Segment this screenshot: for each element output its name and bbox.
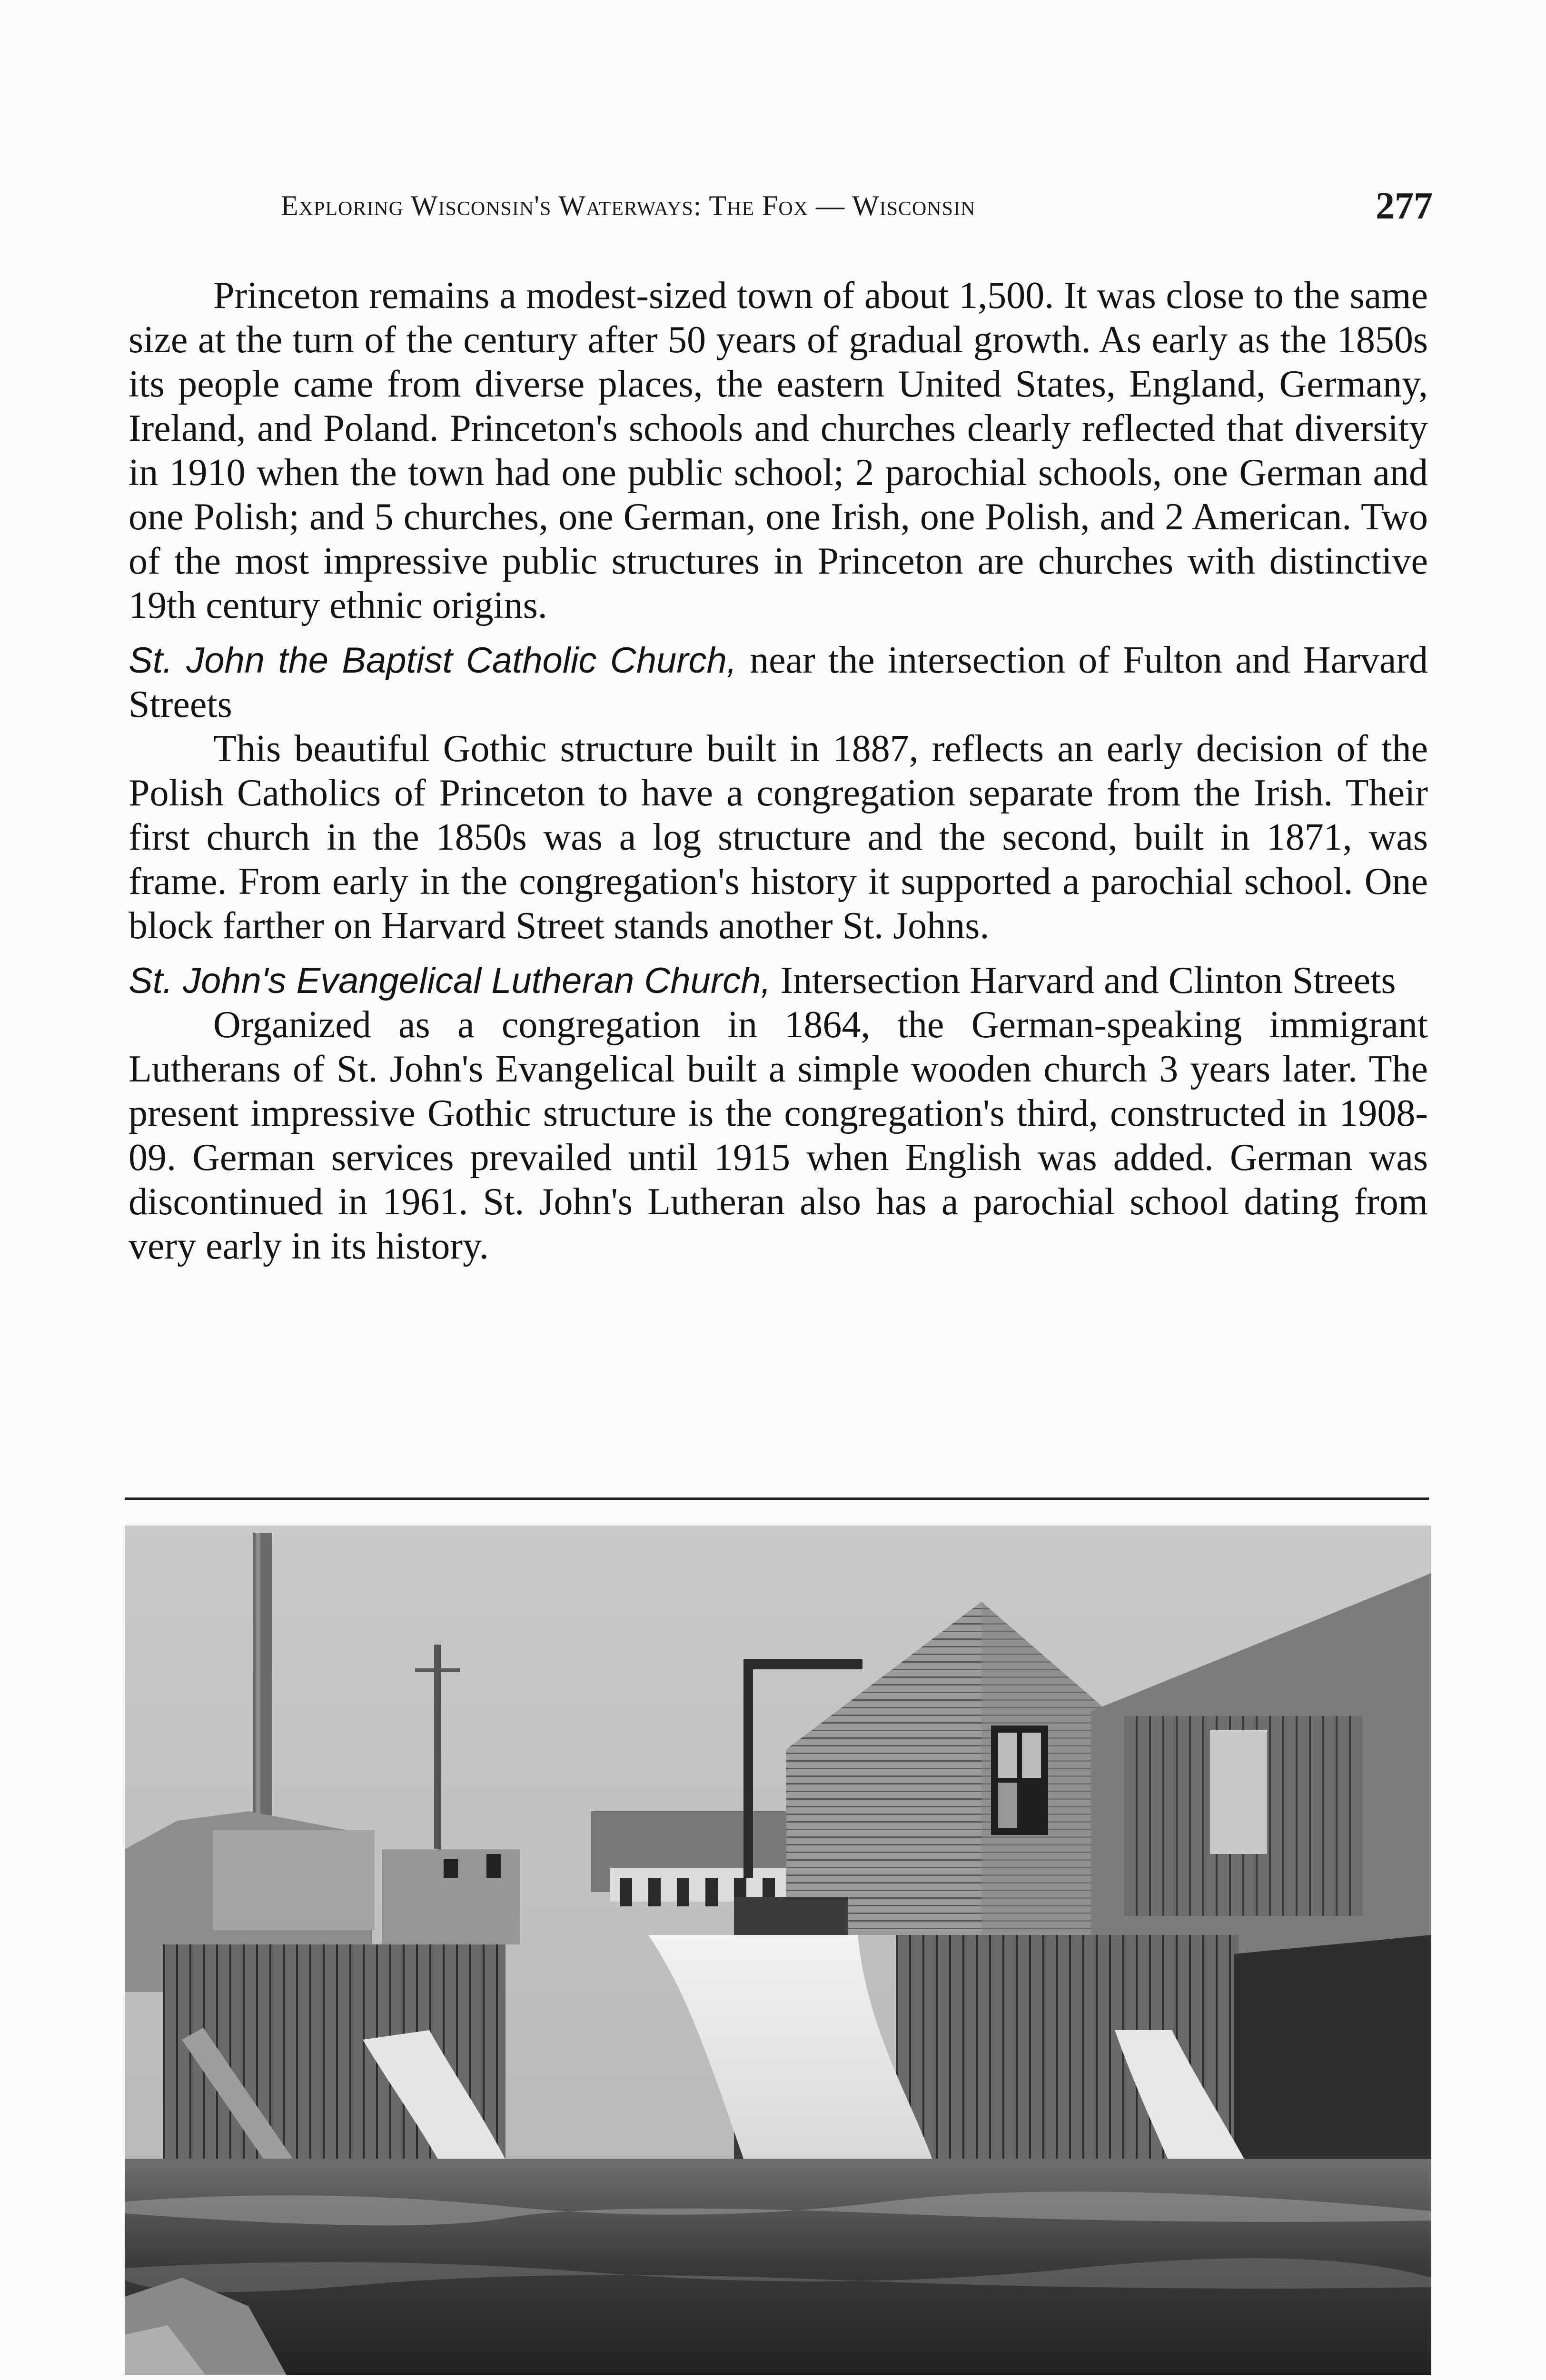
entry-location: Intersection Harvard and Clinton Streets [771,960,1396,1002]
running-head [281,185,1433,247]
entry-description: Organized as a congregation in 1864, the German-speaking immigrant Lutherans of St. John's Evangelical built a simple wooden church 3 years later. The present impressive Gothic structure is the congregation's third, constructed in 1908-09. German services prevailed until 1915 when English was added. German was discontinued in 1961. St. John's Lutheran also has a parochial school dating from very early in its history. [129,1004,1428,1267]
entry-heading-st-john-baptist [129,638,1428,727]
section-rule [125,1497,1429,1500]
historical-photo-powerhouse-dam [125,1526,1431,2375]
page-number: 277 [1376,185,1433,227]
hoist-frame [743,1659,862,1669]
photo-illustration [125,1526,1431,2375]
running-title: Exploring Wisconsin's Waterways: The Fox — Wisconsin [281,190,976,221]
body-text [129,274,1428,1269]
entry-description: This beautiful Gothic structure built in 1887, reflects an early decision of the Polish Catholics of Princeton to have a congregation separate from the Irish. Their first church in the 1850s was a log structure and the second, built in 1871, was frame. From early in the congregation's history it supported a parochial school. One block farther on Harvard Street stands another St. Johns. [129,728,1428,947]
intro-paragraph: Princeton remains a modest-sized town of about 1,500. It was close to the same size at the turn of the century after 50 years of gradual growth. As early as the 1850s its people came from diverse places, the eastern United States, England, Germany, Ireland, and Poland. Princeton's schools and churches clearly reflected that diversity in 1910 when the town had one public school; 2 parochial schools, one German and one Polish; and 5 churches, one German, one Irish, one Polish, and 2 American. Two of the most impressive public structures in Princeton are churches with distinctive 19th century ethnic origins. [129,275,1428,626]
entry-heading-st-john-lutheran [129,959,1428,1003]
entry-title: St. John's Evangelical Lutheran Church, [129,961,771,1001]
entry-location: near the intersection of Fulton and Harvard Streets [129,639,1428,725]
entry-title: St. John the Baptist Catholic Church, [129,640,737,681]
